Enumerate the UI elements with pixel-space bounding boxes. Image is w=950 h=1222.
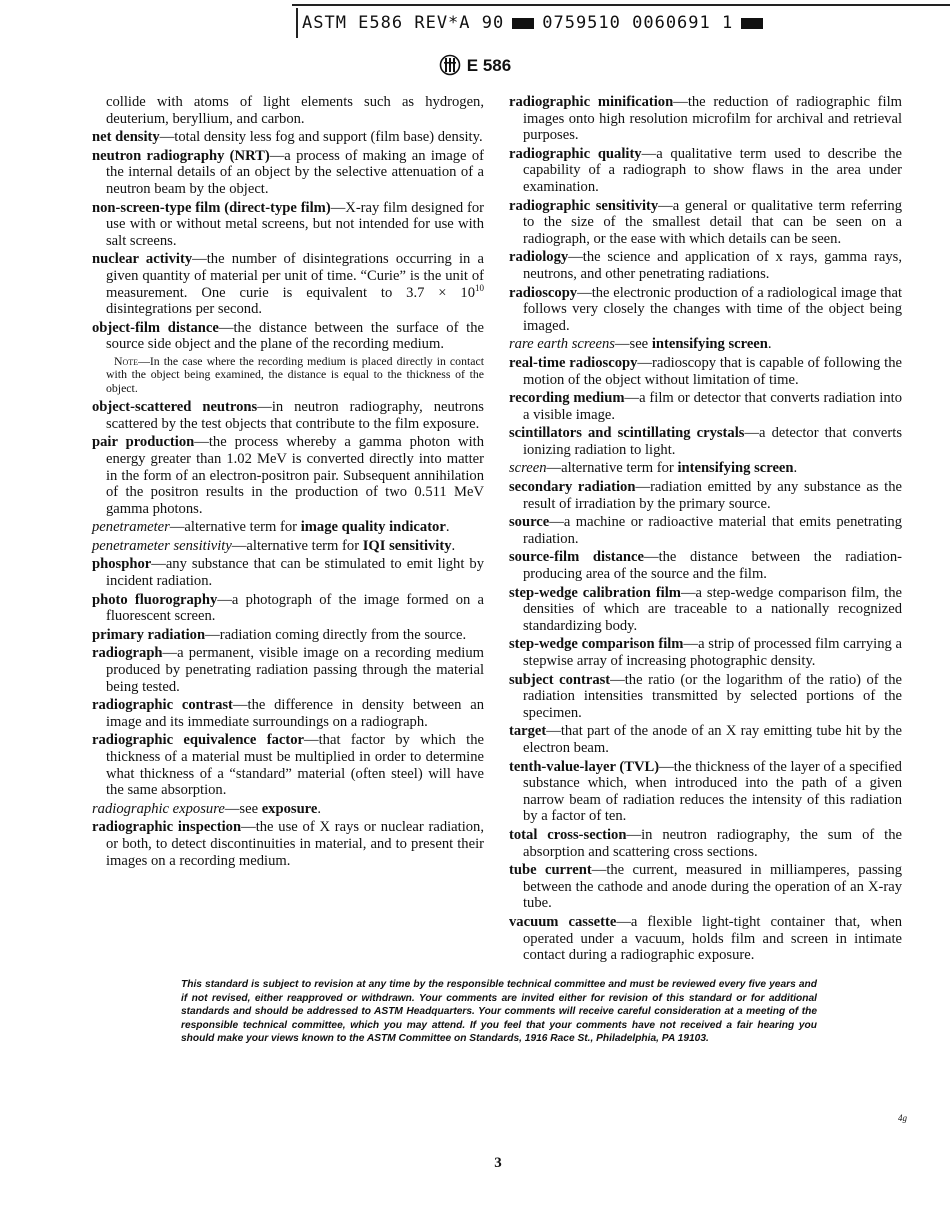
definition-entry: penetrameter—alternative term for image quality indicator. [92, 519, 450, 536]
cross-reference: intensifying screen [651, 336, 768, 353]
document-header-code [296, 8, 936, 38]
definition-term: screen [509, 460, 547, 477]
definition-entry: scintillators and scintillating crystals—a detector that converts ionizing radiation to light. [509, 425, 902, 458]
definition-entry: radiographic sensitivity—a general or qualitative term referring to the size of the smallest detail that can be seen on a radiograph, or the ease with which details can be seen. [509, 197, 903, 247]
definition-term: object-scattered neutrons [92, 399, 258, 416]
note: Note—In the case where the recording medium is placed directly in contact with the object being examined, the distance is equal to the thickness of the object. [106, 353, 484, 395]
cross-reference: intensifying screen [677, 460, 794, 477]
definition-entry: rare earth screens—see intensifying screen. [509, 336, 772, 353]
definition-entry: tube current—the current, measured in milliamperes, passing between the cathode and anode during the operation of an X-ray tube. [509, 862, 902, 912]
cross-reference: exposure [261, 800, 318, 817]
definition-term: total cross-section [509, 826, 627, 843]
definition-entry: neutron radiography (NRT)—a process of making an image of the internal details of an object by the selective attenuation of a neutron beam by the object. [92, 147, 484, 197]
definition-term: subject contrast [509, 671, 611, 688]
definition-term: net density [92, 129, 160, 146]
definition-term: neutron radiography (NRT) [92, 147, 270, 164]
definition-entry: target—that part of the anode of an X ray emitting tube hit by the electron beam. [509, 723, 902, 756]
definition-entry: net density—total density less fog and support (film base) density. [92, 129, 483, 146]
definition-entry: penetrameter sensitivity—alternative term for IQI sensitivity. [92, 537, 456, 554]
page-number: 3 [494, 1155, 502, 1171]
definition-entry: object-scattered neutrons—in neutron radiography, neutrons scattered by the test objects that contribute to the film exposure. [92, 399, 484, 432]
definition-term: object-film distance [92, 319, 219, 336]
definition-term: penetrameter sensitivity [92, 537, 232, 554]
definition-entry: radiographic contrast—the difference in density between an image and its immediate surroundings on a radiograph. [92, 697, 484, 730]
definition-term: scintillators and scintillating crystals [509, 425, 745, 442]
definition-entry: radiographic minification—the reduction of radiographic film images onto high resolution microfilm for archival and retrieval purposes. [509, 94, 902, 144]
definition-term: radiograph [92, 645, 163, 662]
left-column [92, 94, 484, 871]
note-label: Note [114, 353, 139, 368]
definition-entry: radiology—the science and application of x rays, gamma rays, neutrons, and other penetrating radiations. [509, 249, 902, 282]
definition-term: target [509, 723, 547, 740]
definition-term: pair production [92, 434, 195, 451]
definition-entry: radiograph—a permanent, visible image on a recording medium produced by penetrating radiation passing through the material being tested. [92, 645, 484, 695]
header-rule [292, 4, 950, 6]
definition-entry: secondary radiation—radiation emitted by any substance as the result of irradiation by the primary source. [509, 479, 903, 512]
right-column [509, 94, 902, 966]
definition-entry: nuclear activity—the number of disintegrations occurring in a given quantity of material per unit of time. “Curie” is the unit of measurement. One curie is equivalent to $3.7 \times 10^{10}$ disintegrations per second. [92, 251, 484, 318]
definition-term: radiographic exposure [92, 800, 225, 817]
definition-entry: step-wedge calibration film—a step-wedge comparison film, the densities of which are traceable to a nationally recognized standardizing body. [509, 584, 902, 634]
definition-term: radiology [509, 249, 569, 266]
definition-term: source [509, 514, 550, 531]
definition-term: phosphor [92, 556, 152, 573]
definition-term: penetrameter [92, 519, 170, 536]
definition-term: step-wedge calibration film [509, 584, 681, 601]
definition-entry: pair production—the process whereby a gamma photon with energy greater than 1.02 MeV is converted directly into matter in the form of an electron-positron pair. Subsequent annihilation of the positron results in the production of two 0.511 MeV gamma photons. [92, 434, 484, 517]
definition-entry: phosphor—any substance that can be stimulated to emit light by incident radiation. [92, 556, 484, 590]
definition-term: secondary radiation [509, 479, 636, 496]
definition-term: radiographic inspection [92, 819, 242, 836]
margin-annotation: 4g [898, 1113, 907, 1123]
definition-entry: subject contrast—the ratio (or the logarithm of the ratio) of the radiation intensities transmitted by selected portions of the specimen. [509, 671, 902, 721]
definition-term: radiographic quality [509, 145, 642, 162]
cross-reference: IQI sensitivity [362, 537, 452, 554]
definition-entry: total cross-section—in neutron radiography, the sum of the absorption and scattering cross sections. [509, 826, 902, 860]
definition-entry: real-time radioscopy—radioscopy that is capable of following the motion of the object without limitation of time. [509, 354, 902, 388]
definition-entry: photo fluorography—a photograph of the image formed on a fluorescent screen. [92, 591, 484, 625]
definition-entry: recording medium—a film or detector that converts radiation into a visible image. [509, 390, 902, 423]
document-number: E 586 [466, 56, 512, 75]
definition-term: nuclear activity [92, 251, 193, 268]
astm-logo-icon [439, 54, 461, 76]
definition-term: tube current [509, 862, 592, 879]
definition-term: recording medium [509, 390, 625, 407]
definition-term: step-wedge comparison film [509, 636, 684, 653]
definition-term: photo fluorography [92, 591, 218, 608]
definition-term: vacuum cassette [509, 913, 617, 930]
redaction-block [741, 18, 763, 29]
definition-entry: radiographic exposure—see exposure. [92, 800, 322, 817]
definition-entry: non-screen-type film (direct-type film)—X-ray film designed for use with or without metal screens, but not intended for use with salt screens. [92, 199, 484, 249]
header-code-1: ASTM E586 REV*A 90 [302, 13, 505, 33]
redaction-block [512, 18, 534, 29]
definition-entry: screen—alternative term for intensifying screen. [509, 460, 798, 477]
definition-term: primary radiation [92, 626, 206, 643]
definition-entry: radioscopy—the electronic production of a radiological image that follows very closely the changes with time of the object being imaged. [509, 284, 902, 334]
definition-term: tenth-value-layer (TVL) [509, 758, 660, 775]
definition-entry: tenth-value-layer (TVL)—the thickness of the layer of a specified substance which, when introduced into the path of a given narrow beam of radiation reduces the intensity of this radiation by a factor of ten. [509, 758, 902, 825]
definition-term: radiographic equivalence factor [92, 732, 305, 749]
definition-term: non-screen-type film (direct-type film) [92, 199, 331, 216]
definition-term: radiographic sensitivity [509, 197, 659, 214]
definition-term: source-film distance [509, 549, 644, 566]
definition-entry: source—a machine or radioactive material that emits penetrating radiation. [509, 514, 902, 547]
definition-entry: radiographic inspection—the use of X rays or nuclear radiation, or both, to detect discontinuities in material, and to present their images on a recording medium. [92, 819, 484, 869]
definition-entry: step-wedge comparison film—a strip of processed film carrying a stepwise array of increasing photographic density. [509, 636, 902, 669]
definition-term: real-time radioscopy [509, 354, 638, 371]
definition-term: radiographic contrast [92, 697, 233, 714]
definition-continuation: collide with atoms of light elements such as hydrogen, deuterium, beryllium, and carbon. [106, 94, 484, 127]
definition-term: radioscopy [509, 284, 578, 301]
standard-revision-notice: This standard is subject to revision at any time by the responsible technical committee and must be reviewed every five years and if not revised, either reapproved or withdrawn. Your comments are invited either for revision of this standard or for additional standards and should be addressed to ASTM Headquarters. Your comments will receive careful consideration at a meeting of the responsible technical committee, which you may attend. If you feel that your comments have not received a fair hearing you should make your views known to the ASTM Committee on Standards, 1916 Race St., Philadelphia, PA 19103. [181, 979, 817, 1045]
definition-entry: radiographic quality—a qualitative term used to describe the capability of a radiograph to show flaws in the area under examination. [509, 145, 902, 195]
definition-entry: source-film distance—the distance between the radiation-producing area of the source and the film. [509, 549, 902, 583]
definition-entry: vacuum cassette—a flexible light-tight container that, when operated under a vacuum, holds film and screen in intimate contact during a radiographic exposure. [509, 913, 902, 964]
document-designation [0, 54, 950, 76]
definition-entry: object-film distance—the distance between the surface of the source side object and the plane of the recording medium. [92, 319, 484, 353]
header-code-2: 0759510 0060691 1 [542, 13, 734, 33]
definition-entry: primary radiation—radiation coming directly from the source. [92, 626, 467, 643]
cross-reference: image quality indicator [300, 519, 446, 536]
definition-entry: radiographic equivalence factor—that factor by which the thickness of a material must be multiplied in order to determine what thickness of a “standard” material (often steel) will have the same absorption. [92, 732, 485, 799]
definition-term: radiographic minification [509, 94, 674, 110]
definition-term: rare earth screens [509, 336, 615, 353]
